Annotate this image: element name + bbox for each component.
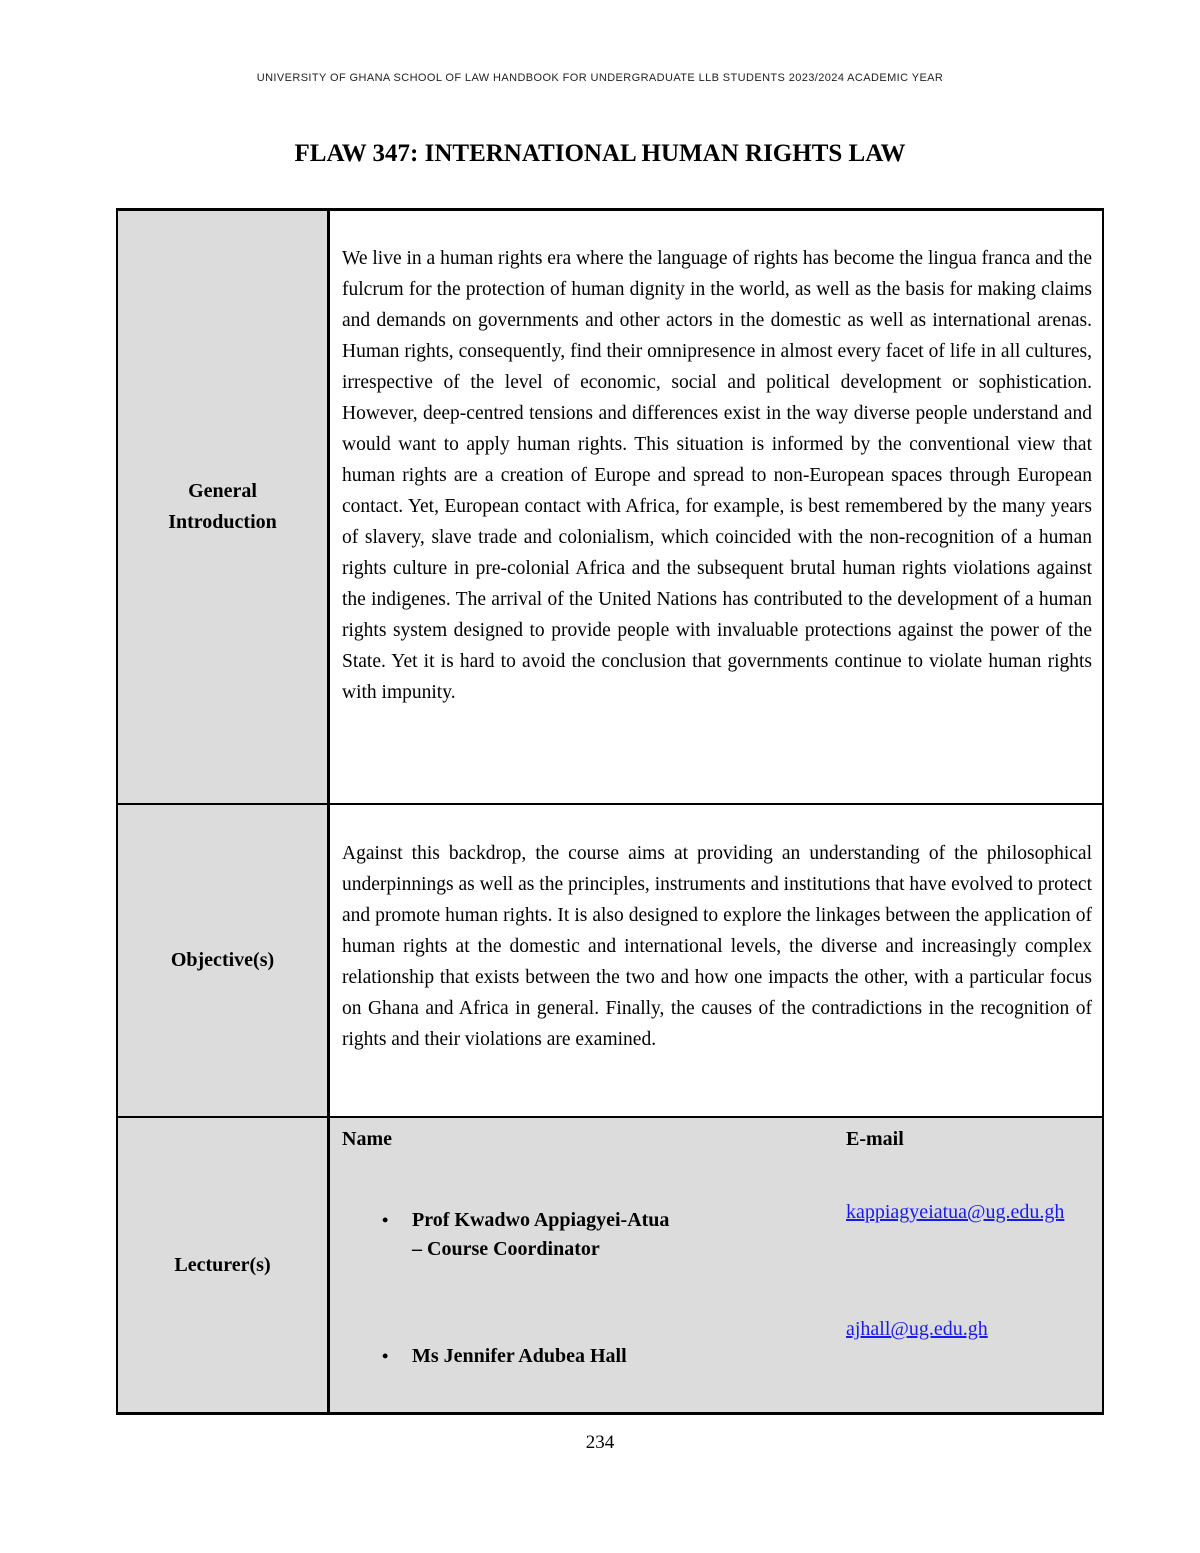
lecturers-cell	[330, 1118, 1102, 1412]
general-introduction-text: We live in a human rights era where the language of rights has become the lingua franca and the fulcrum for the protection of human dignity in the world, as well as the basis for making claims and demands on governments and other actors in the domestic as well as international arenas. Human rights, consequently, find their omnipresence in almost every facet of life in all cultures, irrespective of the level of economic, social and political development or sophistication. However, deep-centred tensions and differences exist in the way diverse people understand and would want to apply human rights. This situation is informed by the conventional view that human rights are a creation of Europe and spread to non-European spaces through European contact. Yet, European contact with Africa, for example, is best remembered by the many years of slavery, slave trade and colonialism, which coincided with the non-recognition of a human rights culture in pre-colonial Africa and the subsequent brutal human rights violations against the indigenes. The arrival of the United Nations has contributed to the development of a human rights system designed to provide people with invaluable protections against the power of the State. Yet it is hard to avoid the conclusion that governments continue to violate human rights with impunity.	[342, 248, 1092, 703]
bullet-icon: •	[382, 1346, 389, 1366]
label-general-introduction	[118, 211, 330, 803]
lecturer-email-link[interactable]: ajhall@ug.edu.gh	[846, 1318, 988, 1340]
row-lecturers	[118, 1116, 1102, 1412]
lecturer-name: Ms Jennifer Adubea Hall	[412, 1345, 627, 1367]
course-title: FLAW 347: INTERNATIONAL HUMAN RIGHTS LAW	[294, 140, 906, 167]
lecturer-item	[382, 1342, 682, 1371]
running-header: UNIVERSITY OF GHANA SCHOOL OF LAW HANDBOOK FOR UNDERGRADUATE LLB STUDENTS 2023/2024 ACADEMIC YEAR	[256, 72, 944, 84]
email-column-header: E-mail	[846, 1128, 904, 1150]
label-text: General Introduction	[168, 480, 277, 533]
page-number: 234	[585, 1432, 615, 1453]
label-lecturers: Lecturer(s)	[118, 1118, 330, 1412]
label-objectives: Objective(s)	[118, 805, 330, 1116]
course-info-table	[116, 208, 1104, 1415]
lecturer-item	[382, 1206, 682, 1264]
objectives-text: Against this backdrop, the course aims at providing an understanding of the philosophical underpinnings as well as the principles, instruments and institutions that have evolved to protect and promote human rights. It is also designed to explore the linkages between the application of human rights at the domestic and international levels, the diverse and increasingly complex relationship that exists between the two and how one impacts the other, with a particular focus on Ghana and Africa in general. Finally, the causes of the contradictions in the recognition of rights and their violations are examined.	[342, 843, 1092, 1050]
bullet-icon: •	[382, 1210, 389, 1230]
lecturer-name: Prof Kwadwo Appiagyei-Atua – Course Coordinator	[412, 1209, 670, 1260]
row-general-introduction	[118, 211, 1102, 803]
name-column-header: Name	[342, 1128, 392, 1150]
row-objectives	[118, 803, 1102, 1116]
lecturer-email-link[interactable]: kappiagyeiatua@ug.edu.gh	[846, 1201, 1065, 1223]
